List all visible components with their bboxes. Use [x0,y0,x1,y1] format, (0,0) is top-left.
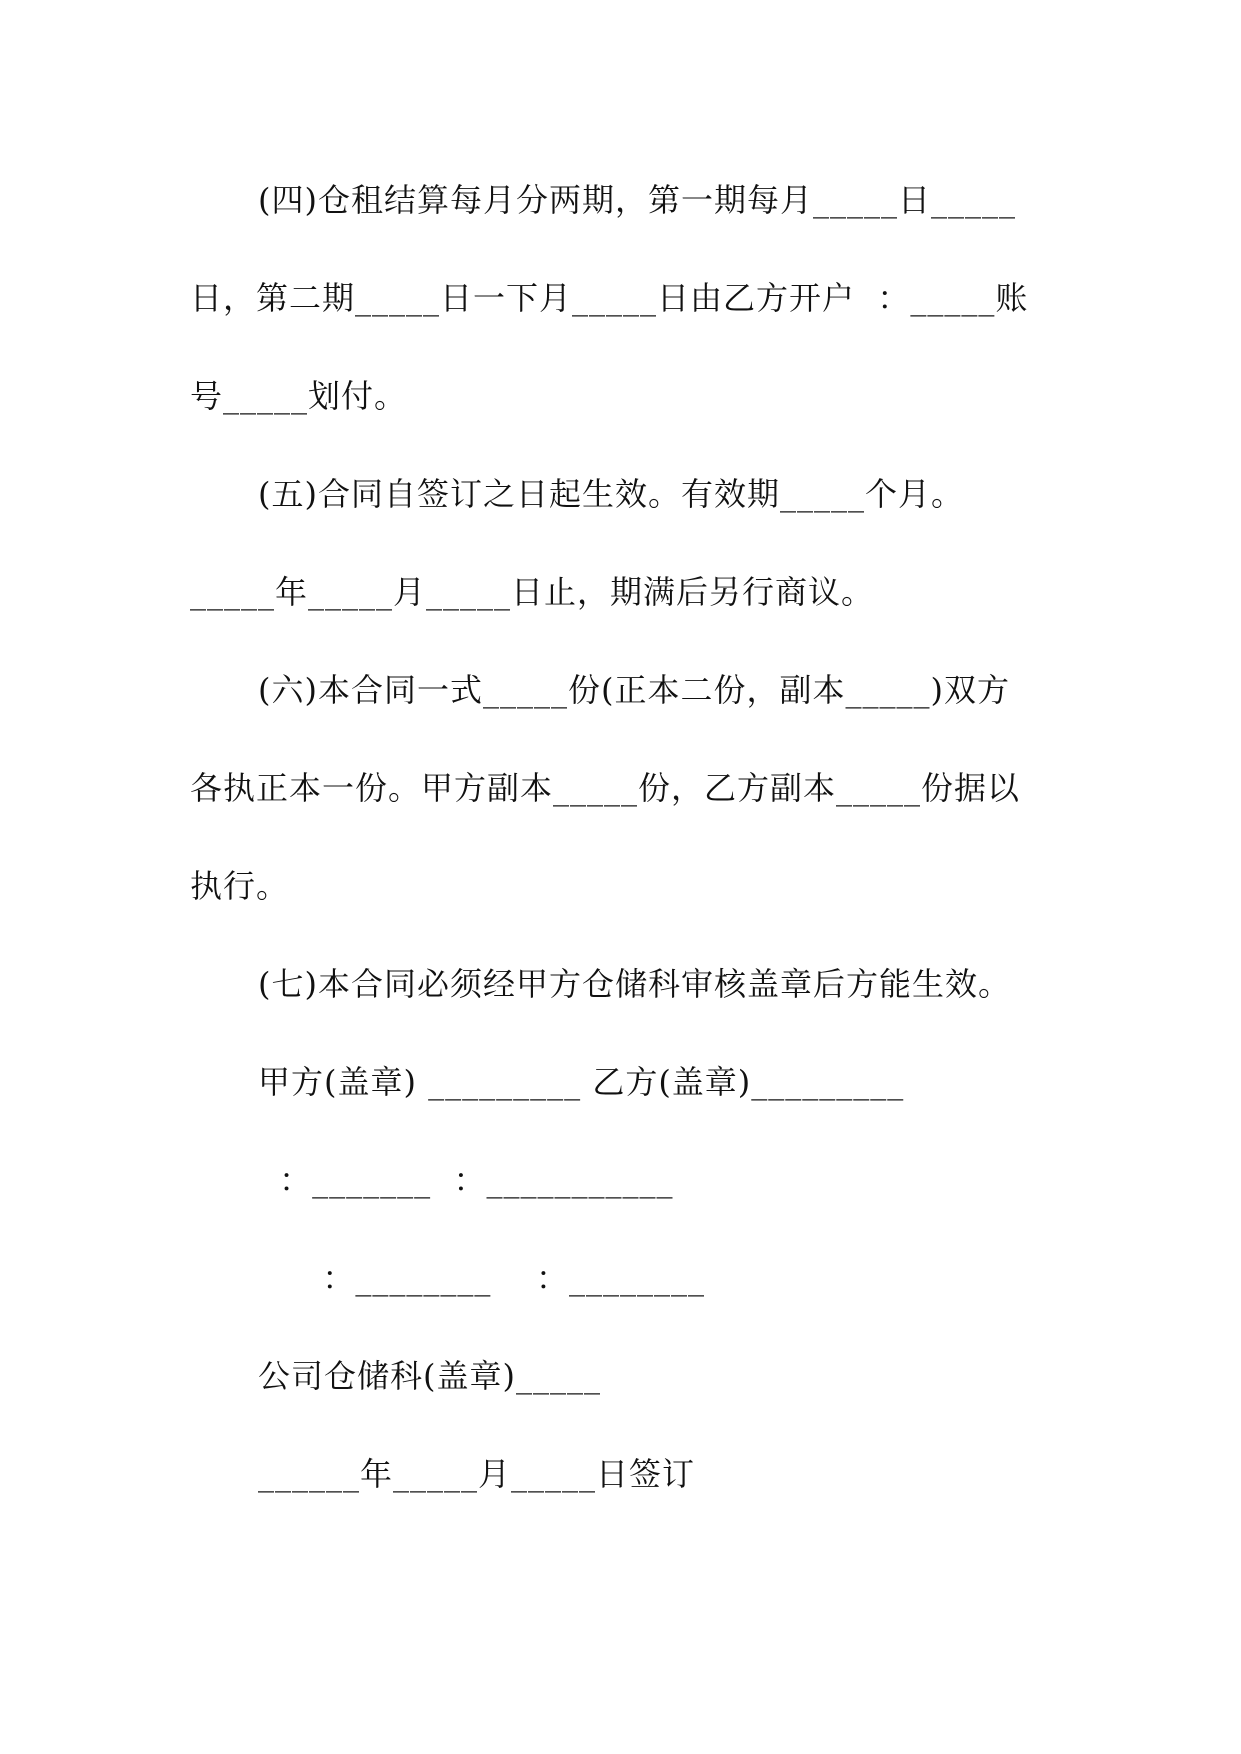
signature-row-1: ：_______ ：___________ [268,1161,674,1199]
warehouse-seal-line: 公司仓储科(盖章)_____ [258,1357,601,1395]
signature-row-2: ：________ ：________ [300,1259,706,1297]
clause-6-line-1: (六)本合同一式_____份(正本二份，副本_____)双方 [258,671,1010,709]
clause-5-line-2: _____年_____月_____日止，期满后另行商议。 [190,573,875,611]
clause-4-line-2: 日，第二期_____日一下月_____日由乙方开户 ：_____账 [190,279,1029,317]
clause-4-line-1: (四)仓租结算每月分两期，第一期每月_____日_____ [258,181,1016,219]
clause-4-line-3: 号_____划付。 [190,377,408,415]
clause-7-line-1: (七)本合同必须经甲方仓储科审核盖章后方能生效。 [258,965,1011,1003]
clause-5-line-1: (五)合同自签订之日起生效。有效期_____个月。 [258,475,964,513]
signing-date-line: ______年_____月_____日签订 [258,1455,696,1493]
clause-6-line-2: 各执正本一份。甲方副本_____份，乙方副本_____份据以 [190,769,1021,807]
clause-6-line-3: 执行。 [190,867,290,905]
signature-parties-line: 甲方(盖章) _________ 乙方(盖章)_________ [258,1063,905,1101]
